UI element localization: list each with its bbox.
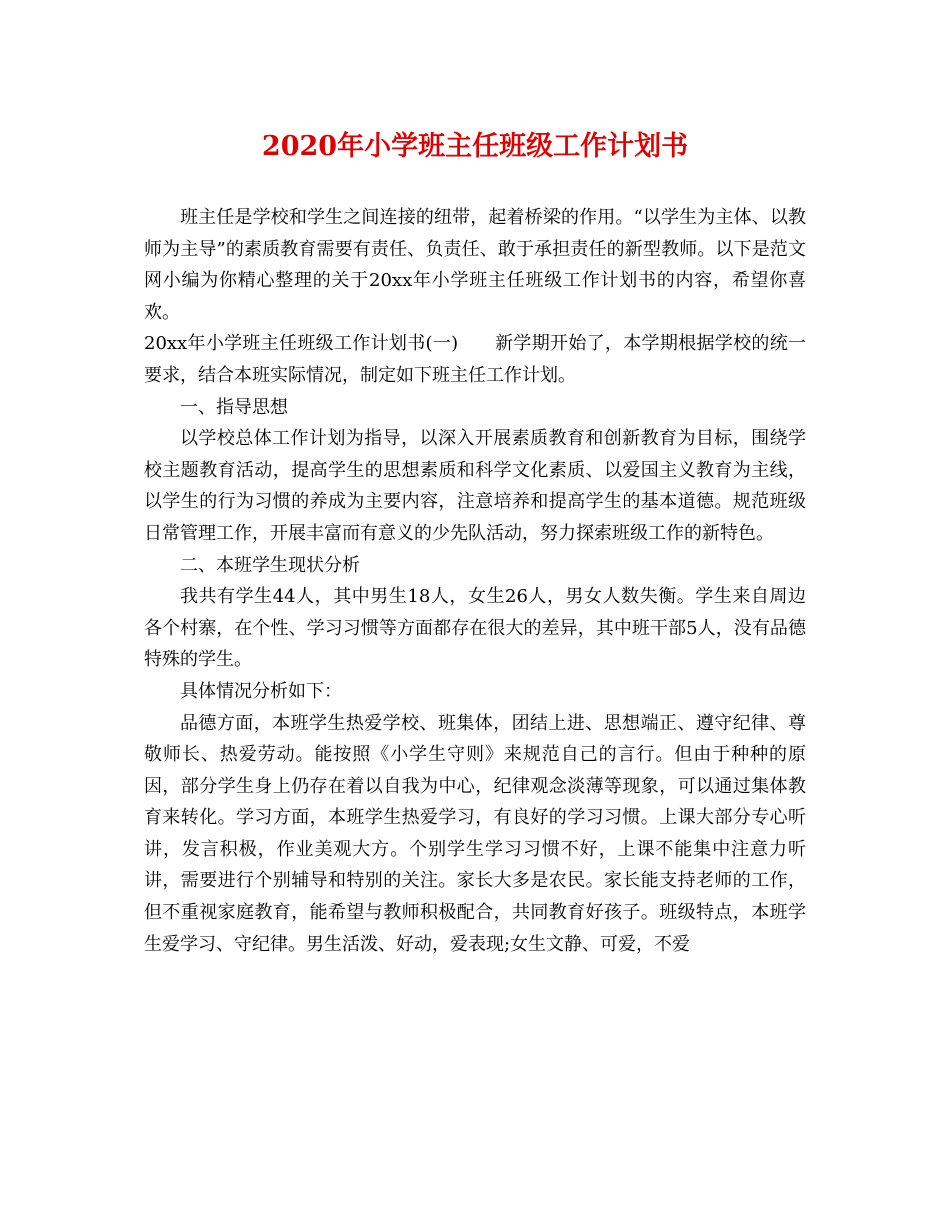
document-body — [144, 202, 806, 960]
plan-one-paragraph: 20xx年小学班主任班级工作计划书(一) 新学期开始了，本学期根据学校的统一要求，结合本班实际情况，制定如下班主任工作计划。 — [144, 333, 806, 386]
guiding-thought-paragraph: 以学校总体工作计划为指导，以深入开展素质教育和创新教育为目标，围绕学校主题教育活动，提高学生的思想素质和科学文化素质、以爱国主义教育为主线，以学生的行为习惯的养成为主要内容，注意培养和提高学生的基本道德。规范班级日常管理工作，开展丰富而有意义的少先队活动，努力探索班级工作的新特色。 — [144, 428, 806, 544]
section-heading-student-analysis: 二、本班学生现状分析 — [180, 554, 360, 576]
intro-paragraph: 班主任是学校和学生之间连接的纽带，起着桥梁的作用。“以学生为主体、以教师为主导”的素质教育需要有责任、负责任、敢于承担责任的新型教师。以下是范文网小编为你精心整理的关于20xx年小学班主任班级工作计划书的内容，希望你喜欢。 — [144, 207, 806, 323]
document-title: 2020年小学班主任班级工作计划书 — [261, 131, 689, 162]
student-count-paragraph: 我共有学生44人，其中男生18人，女生26人，男女人数失衡。学生来自周边各个村寨，在个性、学习习惯等方面都存在很大的差异，其中班干部5人，没有品德特殊的学生。 — [144, 586, 806, 671]
section-heading-guiding-thought: 一、指导思想 — [180, 396, 288, 418]
analysis-intro-paragraph: 具体情况分析如下： — [180, 680, 342, 702]
detailed-analysis-paragraph: 品德方面，本班学生热爱学校、班集体，团结上进、思想端正、遵守纪律、尊敬师长、热爱劳动。能按照《小学生守则》来规范自己的言行。但由于种种的原因，部分学生身上仍存在着以自我为中心，纪律观念淡薄等现象，可以通过集体教育来转化。学习方面，本班学生热爱学习，有良好的学习习惯。上课大部分专心听讲，发言积极，作业美观大方。个别学生学习习惯不好，上课不能集中注意力听讲，需要进行个别辅导和特别的关注。家长大多是农民。家长能支持老师的工作，但不重视家庭教育，能希望与教师积极配合，共同教育好孩子。班级特点，本班学生爱学习、守纪律。男生活泼、好动，爱表现;女生文静、可爱，不爱 — [144, 712, 806, 955]
